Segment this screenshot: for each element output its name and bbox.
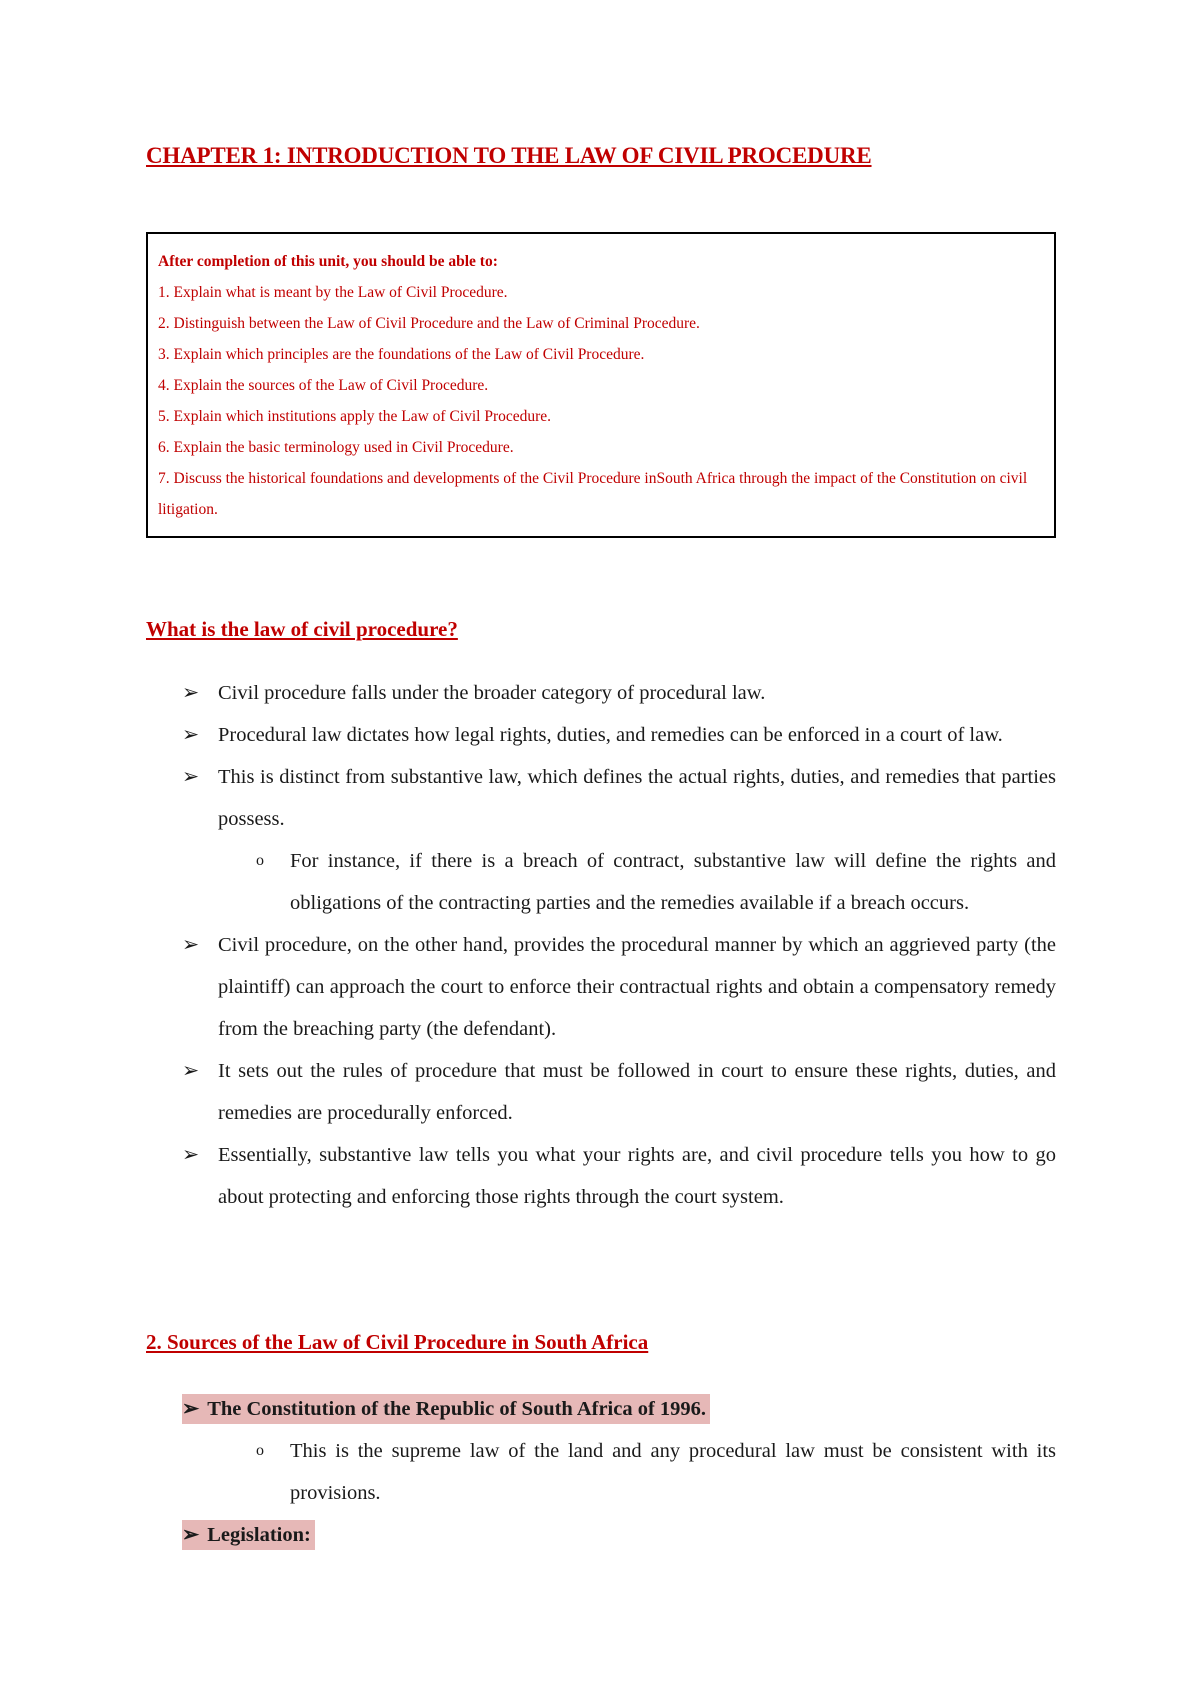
highlighted-source-label (182, 1520, 315, 1550)
section-heading-sources: 2. Sources of the Law of Civil Procedure in South Africa (146, 1330, 649, 1354)
arrow-bullet-icon: ➢ (182, 682, 200, 704)
bullet-text: It sets out the rules of procedure that must be followed in court to ensure these rights, duties, and remedies are procedurally enforced. (218, 1060, 1056, 1124)
objective-item: 7. Discuss the historical foundations and developments of the Civil Procedure inSouth Africa through the impact of the Constitution on civil litigation. (158, 470, 1028, 518)
learning-objectives-box (146, 232, 1056, 538)
objective-item: 2. Distinguish between the Law of Civil Procedure and the Law of Criminal Procedure. (158, 315, 700, 332)
bullet-text: This is distinct from substantive law, which defines the actual rights, duties, and remedies that parties possess. (218, 766, 1056, 830)
section-heading-what-is-civil-procedure: What is the law of civil procedure? (146, 617, 458, 641)
objective-item: 1. Explain what is meant by the Law of Civil Procedure. (158, 284, 508, 301)
bullet-text: For instance, if there is a breach of contract, substantive law will define the rights and obligations of the contracting parties and the remedies available if a breach occurs. (290, 850, 1056, 914)
objectives-intro: After completion of this unit, you should be able to: (158, 253, 498, 270)
arrow-bullet-icon: ➢ (182, 724, 200, 746)
objective-item: 6. Explain the basic terminology used in Civil Procedure. (158, 439, 514, 456)
bullet-item (146, 1134, 1056, 1218)
arrow-bullet-icon: ➢ (182, 1524, 200, 1546)
bullet-item (146, 756, 1056, 840)
bullet-text: This is the supreme law of the land and any procedural law must be consistent with its provisions. (290, 1440, 1056, 1504)
circle-bullet-icon: o (256, 1442, 264, 1459)
arrow-bullet-icon: ➢ (182, 934, 200, 956)
bullet-item (146, 672, 1056, 714)
source-item-legislation (146, 1514, 1056, 1556)
arrow-bullet-icon: ➢ (182, 1144, 200, 1166)
arrow-bullet-icon: ➢ (182, 1398, 200, 1420)
circle-bullet-icon: o (256, 852, 264, 869)
bullet-item (146, 714, 1056, 756)
bullet-text: Civil procedure falls under the broader category of procedural law. (218, 682, 766, 704)
bullet-item (146, 1050, 1056, 1134)
arrow-bullet-icon: ➢ (182, 1060, 200, 1082)
bullet-text: Civil procedure, on the other hand, provides the procedural manner by which an aggrieved party (the plaintiff) can approach the court to enforce their contractual rights and obtain a compensatory remedy from the breaching party (the defendant). (218, 934, 1056, 1040)
bullet-text: Essentially, substantive law tells you what your rights are, and civil procedure tells you how to go about protecting and enforcing those rights through the court system. (218, 1144, 1056, 1208)
bullet-text: Procedural law dictates how legal rights, duties, and remedies can be enforced in a court of law. (218, 724, 1003, 746)
objective-item: 4. Explain the sources of the Law of Civil Procedure. (158, 377, 489, 394)
objective-item: 3. Explain which principles are the foundations of the Law of Civil Procedure. (158, 346, 645, 363)
bullet-text: Legislation: (207, 1524, 311, 1546)
objective-item: 5. Explain which institutions apply the Law of Civil Procedure. (158, 408, 552, 425)
source-item-constitution (146, 1388, 1056, 1430)
objectives-list (158, 277, 1044, 525)
bullet-item (146, 924, 1056, 1050)
chapter-title: CHAPTER 1: INTRODUCTION TO THE LAW OF CIVIL PROCEDURE (146, 143, 872, 168)
sub-bullet-item (146, 1430, 1056, 1514)
sub-bullet-item (146, 840, 1056, 924)
highlighted-source-label (182, 1394, 710, 1424)
section1-bullet-list (146, 672, 1056, 1218)
section2-bullet-list (146, 1388, 1056, 1556)
bullet-text: The Constitution of the Republic of South Africa of 1996. (207, 1398, 707, 1420)
arrow-bullet-icon: ➢ (182, 766, 200, 788)
